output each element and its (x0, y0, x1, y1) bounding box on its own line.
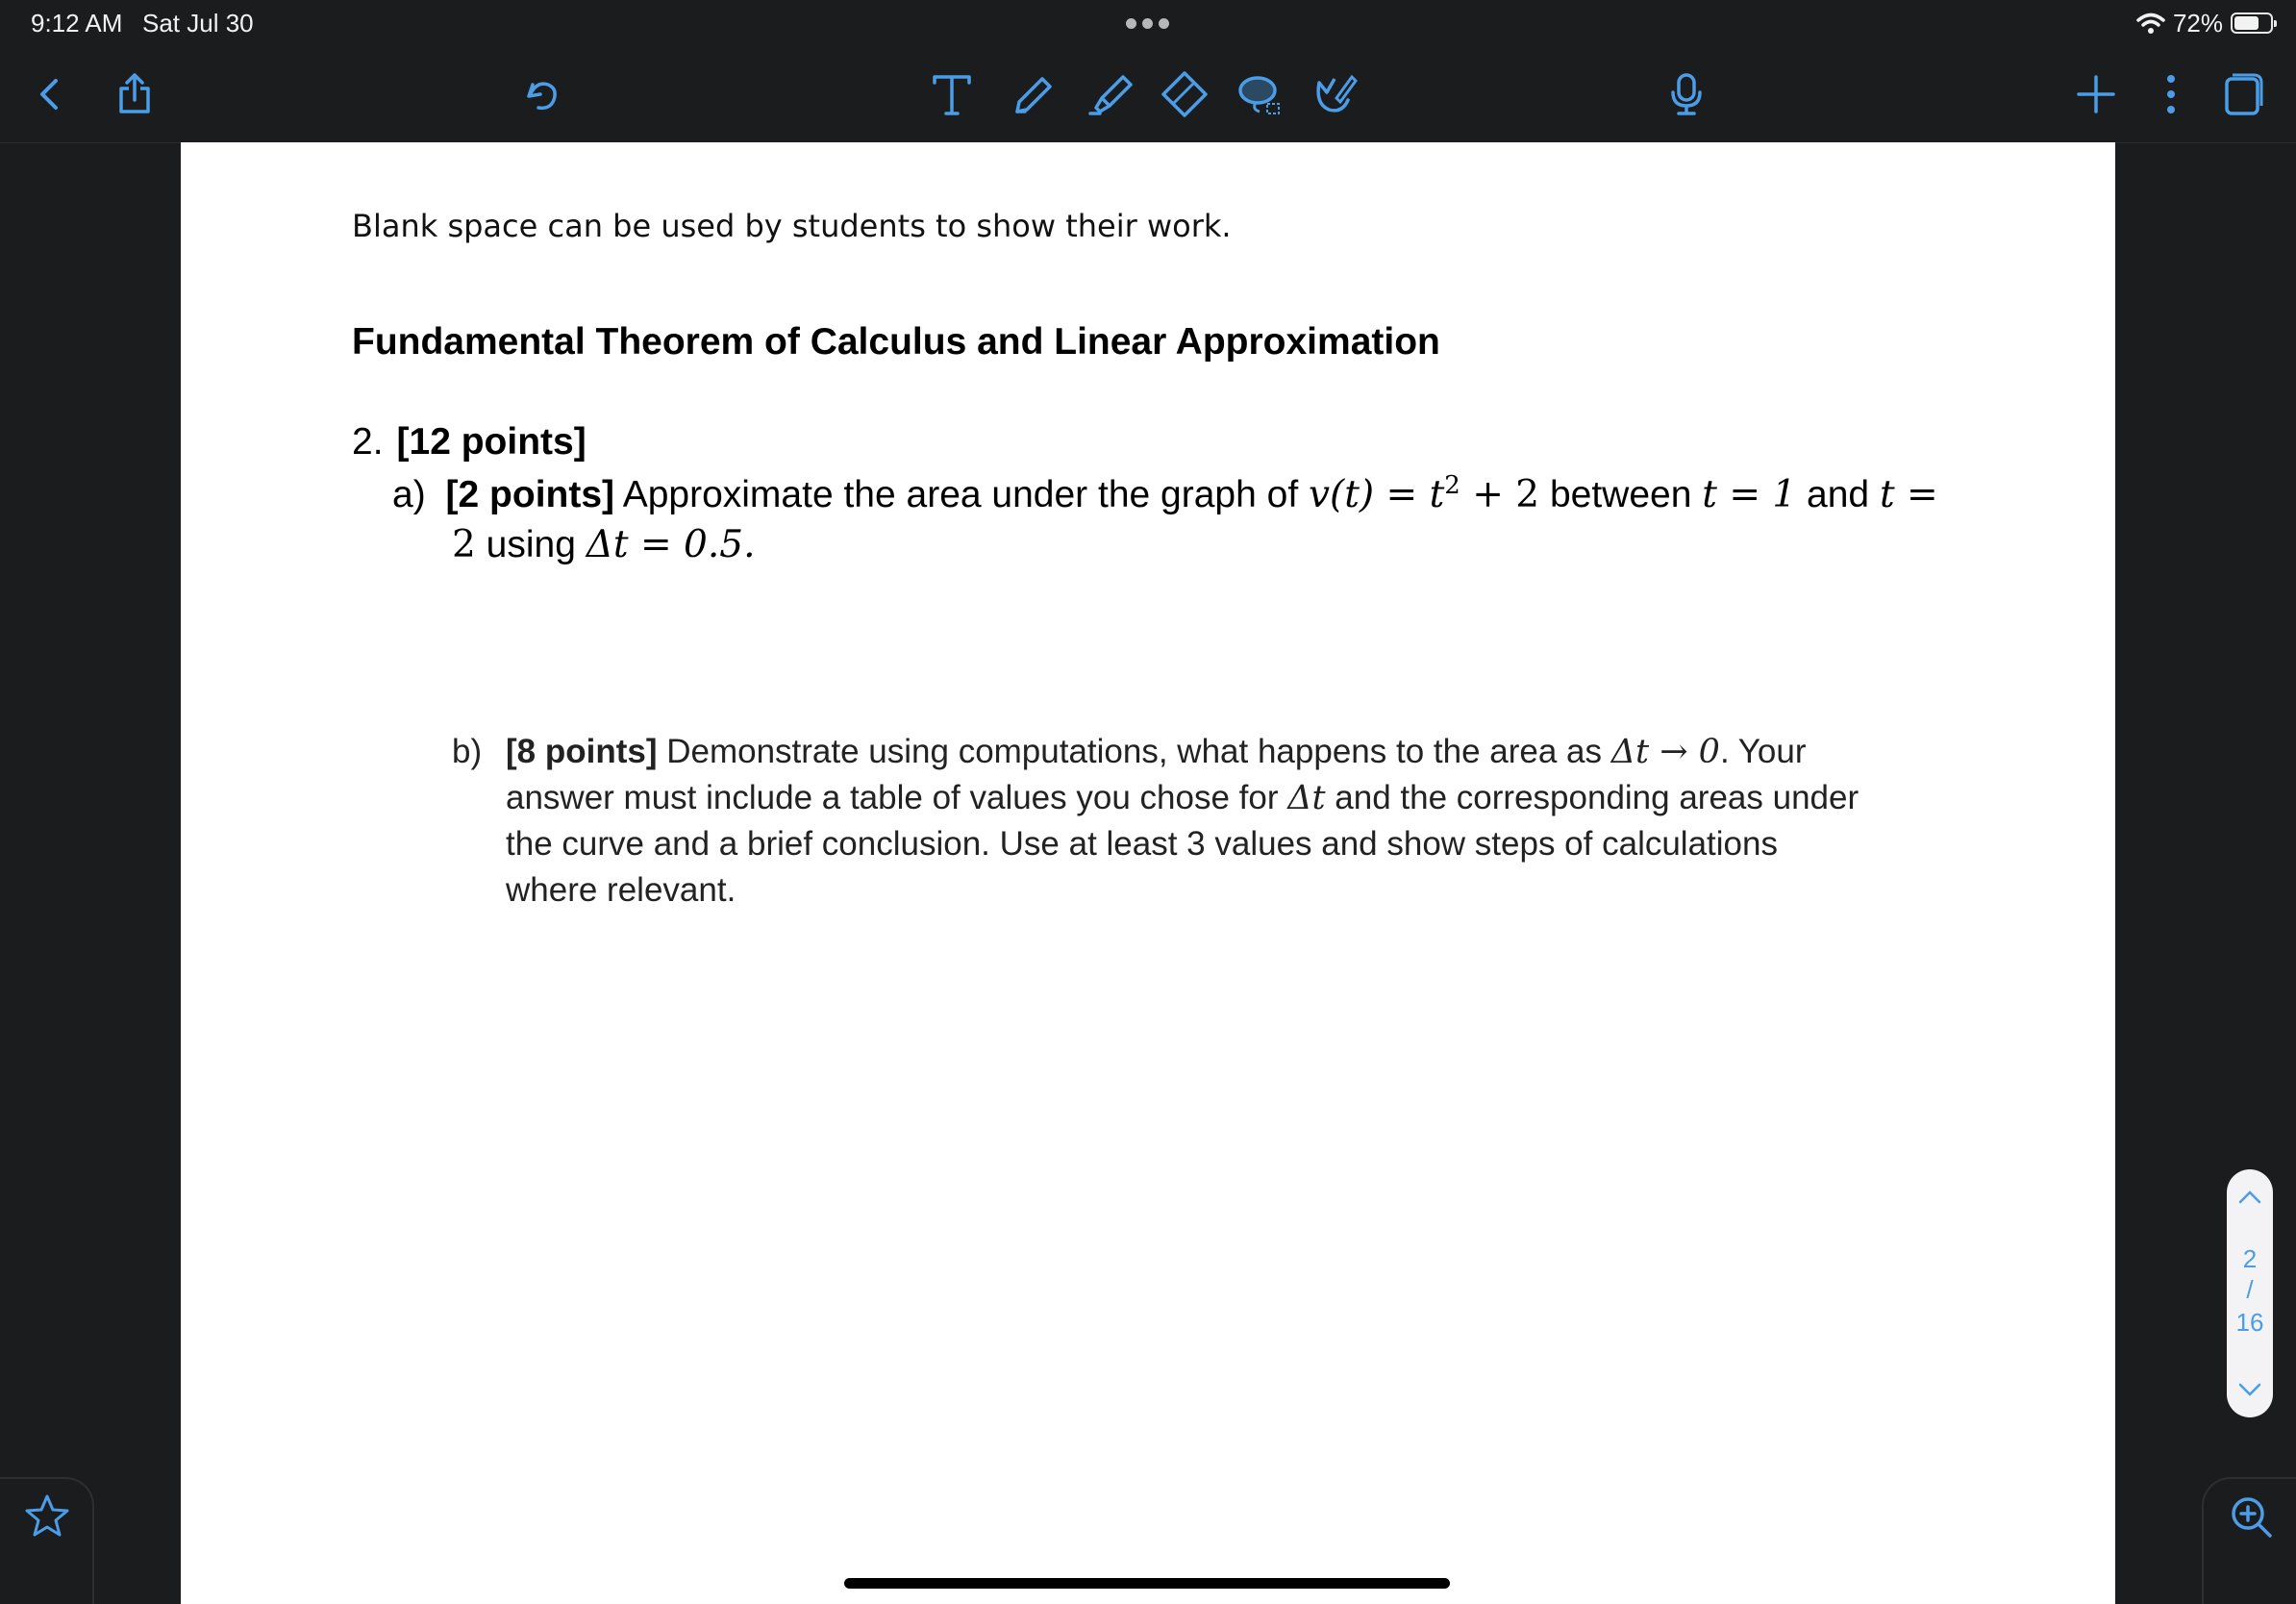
multitasking-dots-icon[interactable] (1123, 6, 1171, 40)
zoom-in-icon[interactable] (2227, 1492, 2275, 1541)
question-points: [12 points] (396, 421, 586, 463)
part-b-text: answer must include a table of values you chose for (506, 779, 1288, 816)
home-indicator[interactable] (844, 1578, 1450, 1589)
part-b-line-4: where relevant. (506, 871, 736, 909)
part-a-exponent: 2 (1444, 471, 1460, 500)
part-a-math: + 2 (1460, 473, 1540, 516)
status-bar (0, 0, 2296, 46)
page-separator: / (2246, 1275, 2254, 1304)
part-b-line-3: the curve and a brief conclusion. Use at least 3 values and show steps of calculations (506, 825, 1778, 863)
undo-icon[interactable] (515, 67, 569, 121)
question-number: 2. (352, 421, 384, 463)
highlighter-icon[interactable] (1085, 67, 1138, 121)
part-b-text: Demonstrate using computations, what happens to the area as (657, 733, 1611, 770)
part-a-math: 2 (452, 523, 476, 566)
share-icon[interactable] (108, 67, 162, 121)
part-b-line-2 (452, 775, 1865, 821)
more-vertical-icon[interactable] (2144, 67, 2198, 121)
wifi-icon (2136, 12, 2165, 35)
part-b-label: b) (452, 733, 483, 770)
chevron-down-icon[interactable] (2235, 1375, 2264, 1404)
star-icon[interactable] (23, 1492, 71, 1541)
microphone-icon[interactable] (1660, 67, 1713, 121)
status-date: Sat Jul 30 (142, 9, 254, 38)
shapes-icon[interactable] (1308, 67, 1361, 121)
part-b-line-1 (452, 729, 1865, 775)
part-b (452, 729, 1865, 914)
part-a-math: t = (1879, 473, 1938, 516)
status-time: 9:12 AM (31, 9, 123, 38)
battery-icon (2231, 13, 2273, 34)
intro-text: Blank space can be used by students to show their work. (352, 208, 1232, 244)
part-b-text: and the corresponding areas under (1325, 779, 1859, 816)
part-b-points: [8 points] (506, 733, 658, 770)
lasso-icon[interactable] (1233, 67, 1286, 121)
page-navigator[interactable] (2227, 1169, 2273, 1417)
part-b-text: . Your (1719, 733, 1807, 770)
part-a-math: t = 1 (1702, 473, 1797, 516)
favorite-panel (0, 1477, 94, 1604)
pages-icon[interactable] (2215, 67, 2269, 121)
part-a-points: [2 points] (445, 474, 615, 515)
chevron-up-icon[interactable] (2235, 1183, 2264, 1212)
chevron-left-icon[interactable] (23, 67, 77, 121)
part-a-text: using (475, 524, 586, 565)
part-a-text: Approximate the area under the graph of (614, 474, 1309, 515)
part-b-math: Δt (1287, 779, 1326, 817)
part-a-text: and (1796, 474, 1880, 515)
part-a-line-1 (392, 471, 1938, 516)
text-tool-icon[interactable] (925, 67, 979, 121)
question-header (352, 421, 586, 464)
current-page: 2 (2242, 1244, 2258, 1273)
plus-icon[interactable] (2069, 67, 2123, 121)
part-b-math: Δt → 0 (1610, 733, 1720, 771)
part-a-label: a) (392, 474, 426, 515)
section-title: Fundamental Theorem of Calculus and Linear Approximation (352, 321, 1440, 363)
status-right (2136, 6, 2273, 40)
document-page[interactable] (181, 142, 2115, 1604)
total-pages: 16 (2235, 1308, 2264, 1337)
toolbar (0, 46, 2296, 143)
part-a-math: v(t) = t (1309, 473, 1445, 516)
part-a-text: between (1539, 474, 1703, 515)
zoom-panel (2202, 1477, 2296, 1604)
battery-percent: 72% (2172, 8, 2223, 38)
pen-icon[interactable] (1006, 67, 1060, 121)
part-a-line-2 (452, 523, 755, 566)
part-a-math: Δt = 0.5. (586, 523, 756, 566)
eraser-icon[interactable] (1158, 67, 1211, 121)
